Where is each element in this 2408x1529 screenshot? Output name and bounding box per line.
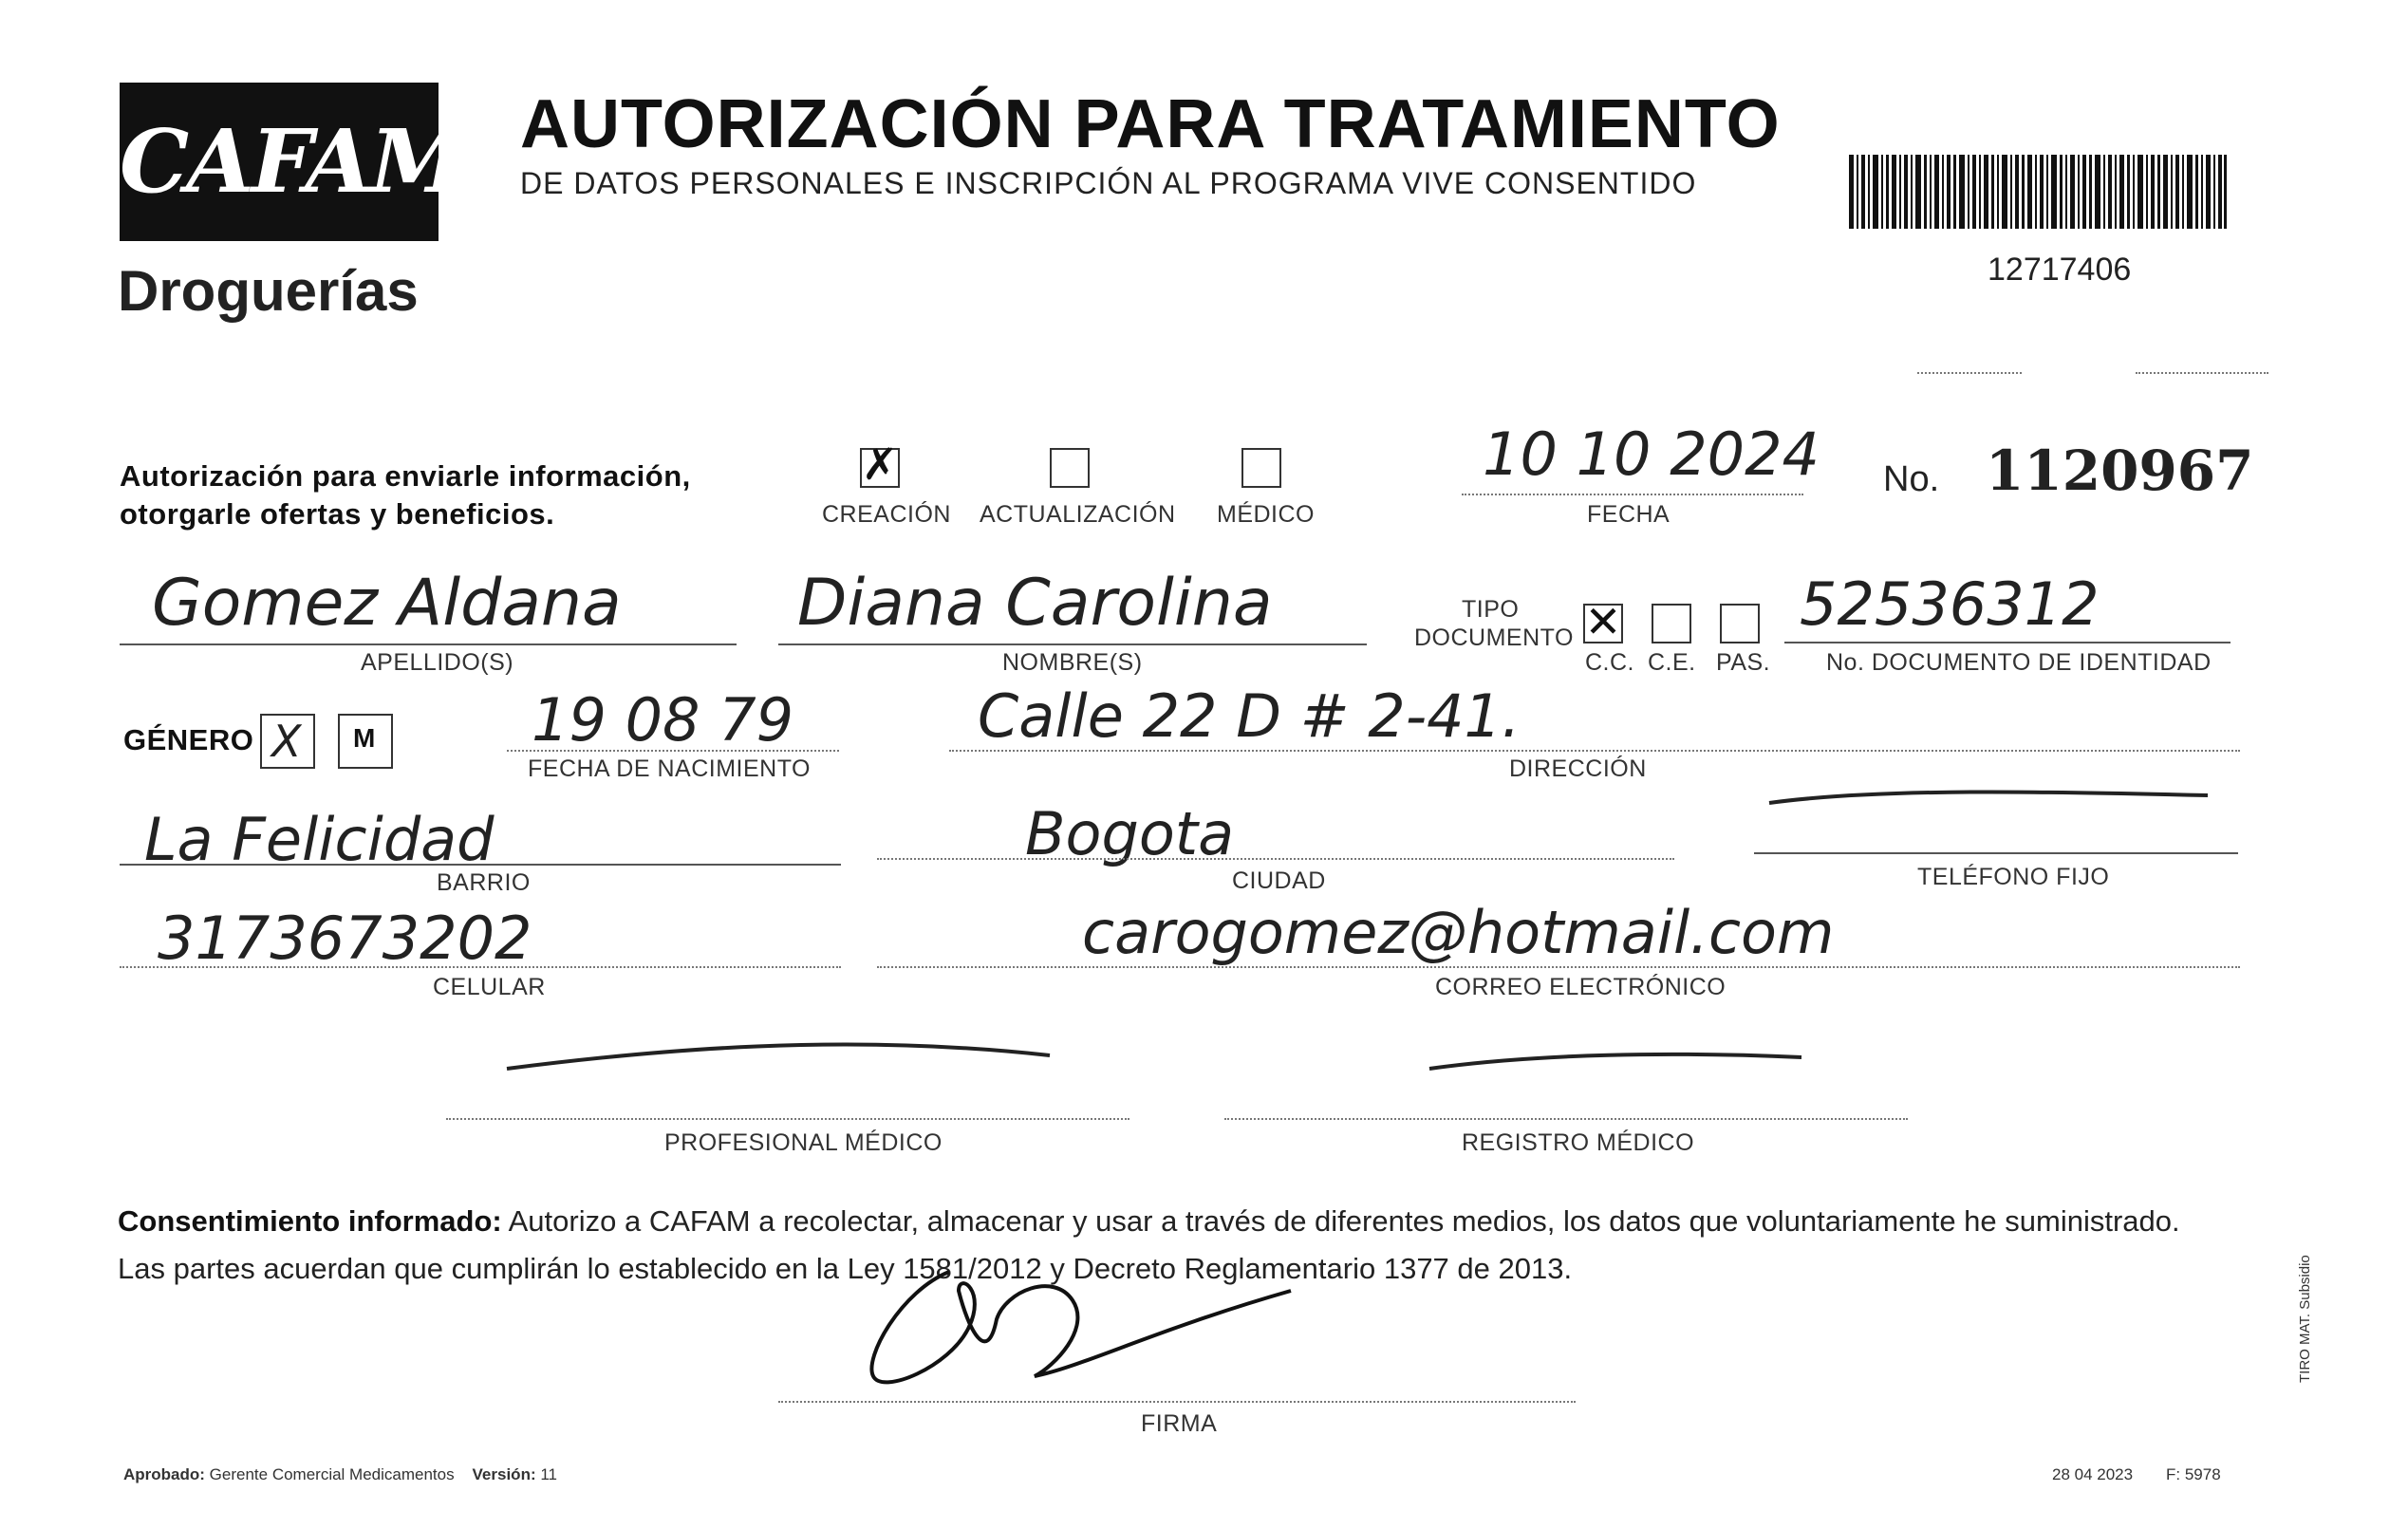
- signature-image: [845, 1253, 1310, 1395]
- barcode-image: [1849, 155, 2227, 229]
- documento-line: [1784, 642, 2231, 643]
- brand-subtitle: Droguerías: [118, 259, 419, 323]
- cc-check-mark: ✕: [1584, 596, 1622, 647]
- consent-text-line2: Las partes acuerdan que cumplirán lo establecido en la Ley 1581/2012 y Decreto Reglamentario 1377 de 2013.: [118, 1252, 1573, 1285]
- footer-date: 28 04 2023: [2052, 1465, 2134, 1483]
- fecha-nacimiento-value[interactable]: 19 08 79: [532, 685, 794, 755]
- creacion-check-mark: ✗: [861, 438, 899, 490]
- pas-checkbox[interactable]: [1720, 604, 1760, 643]
- direccion-label: DIRECCIÓN: [1509, 755, 1647, 782]
- apellidos-value[interactable]: Gomez Aldana: [152, 566, 622, 641]
- barcode-number: 12717406: [1988, 252, 2132, 288]
- correo-value[interactable]: carogomez@hotmail.com: [1082, 898, 1835, 967]
- side-print-text: TIRO MAT. Subsidio: [2297, 1255, 2313, 1384]
- footer-aprobado-value: Gerente Comercial Medicamentos: [209, 1465, 455, 1483]
- firma-line: [778, 1401, 1576, 1403]
- profesional-strike-line: [503, 1031, 1054, 1078]
- footer-code: F: 5978: [2166, 1465, 2221, 1483]
- telefono-label: TELÉFONO FIJO: [1917, 864, 2110, 890]
- profesional-label: PROFESIONAL MÉDICO: [664, 1129, 943, 1156]
- genero-m-label: M: [353, 723, 376, 753]
- tipo-documento-label-2: DOCUMENTO: [1414, 625, 1574, 651]
- ciudad-label: CIUDAD: [1232, 867, 1326, 894]
- authorization-intro-line2: otorgarle ofertas y beneficios.: [120, 497, 555, 531]
- celular-label: CELULAR: [433, 974, 546, 1000]
- barrio-label: BARRIO: [437, 869, 531, 896]
- apellidos-label: APELLIDO(S): [361, 649, 514, 676]
- consent-text-line1: Autorizo a CAFAM a recolectar, almacenar y usar a través de diferentes medios, los datos que voluntariamente he suministrado.: [508, 1204, 2180, 1238]
- documento-label: No. DOCUMENTO DE IDENTIDAD: [1826, 649, 2212, 676]
- celular-line: [120, 966, 841, 968]
- direccion-value[interactable]: Calle 22 D # 2-41.: [978, 681, 1521, 751]
- medico-label: MÉDICO: [1217, 501, 1315, 528]
- firma-label: FIRMA: [1141, 1410, 1218, 1437]
- tipo-documento-label-1: TIPO: [1462, 596, 1520, 623]
- nombres-line: [778, 643, 1367, 645]
- telefono-line: [1754, 852, 2238, 854]
- genero-f-mark: X: [271, 716, 302, 767]
- genero-label: GÉNERO: [123, 723, 254, 756]
- telefono-strike-line: [1765, 784, 2212, 812]
- header-divider-1: [1917, 372, 2022, 374]
- correo-line: [877, 966, 2240, 968]
- registro-line: [1224, 1118, 1908, 1120]
- documento-value[interactable]: 52536312: [1800, 569, 2100, 639]
- registro-label: REGISTRO MÉDICO: [1462, 1129, 1695, 1156]
- nombres-value[interactable]: Diana Carolina: [797, 566, 1273, 641]
- document-subtitle: DE DATOS PERSONALES E INSCRIPCIÓN AL PROGRAMA VIVE CONSENTIDO: [520, 166, 1697, 200]
- profesional-line: [446, 1118, 1129, 1120]
- cc-label: C.C.: [1585, 649, 1634, 676]
- form-number-value: 1120967: [1986, 438, 2254, 503]
- ciudad-value[interactable]: Bogota: [1025, 799, 1235, 868]
- fecha-line: [1462, 494, 1803, 495]
- celular-value[interactable]: 3173673202: [158, 904, 532, 973]
- ce-label: C.E.: [1648, 649, 1696, 676]
- nombres-label: NOMBRE(S): [1002, 649, 1143, 676]
- pas-label: PAS.: [1716, 649, 1771, 676]
- actualizacion-label: ACTUALIZACIÓN: [980, 501, 1176, 528]
- fecha-value[interactable]: 10 10 2024: [1483, 420, 1820, 489]
- direccion-line: [949, 750, 2240, 752]
- fecha-label: FECHA: [1587, 501, 1671, 528]
- ciudad-line: [877, 858, 1674, 860]
- registro-strike-line: [1426, 1048, 1805, 1076]
- fecha-nacimiento-label: FECHA DE NACIMIENTO: [528, 755, 811, 782]
- actualizacion-checkbox[interactable]: [1050, 448, 1090, 488]
- barrio-line: [120, 864, 841, 866]
- creacion-label: CREACIÓN: [822, 501, 951, 528]
- document-title: AUTORIZACIÓN PARA TRATAMIENTO: [520, 86, 1781, 162]
- authorization-intro-line1: Autorización para enviarle información,: [120, 459, 691, 493]
- cafam-logo-text: CAFAM: [120, 110, 464, 213]
- ce-checkbox[interactable]: [1652, 604, 1691, 643]
- footer-version-label: Versión:: [472, 1465, 536, 1483]
- footer-aprobado: [123, 1465, 557, 1484]
- apellidos-line: [120, 643, 737, 645]
- header-divider-2: [2136, 372, 2268, 374]
- fecha-nacimiento-line: [507, 750, 839, 752]
- correo-label: CORREO ELECTRÓNICO: [1435, 974, 1727, 1000]
- form-number-label: No.: [1883, 459, 1940, 499]
- medico-checkbox[interactable]: [1241, 448, 1281, 488]
- footer-version-value: 11: [540, 1465, 558, 1483]
- footer-aprobado-label: Aprobado:: [123, 1465, 205, 1483]
- barrio-value[interactable]: La Felicidad: [144, 805, 495, 874]
- consent-heading: Consentimiento informado:: [118, 1204, 502, 1238]
